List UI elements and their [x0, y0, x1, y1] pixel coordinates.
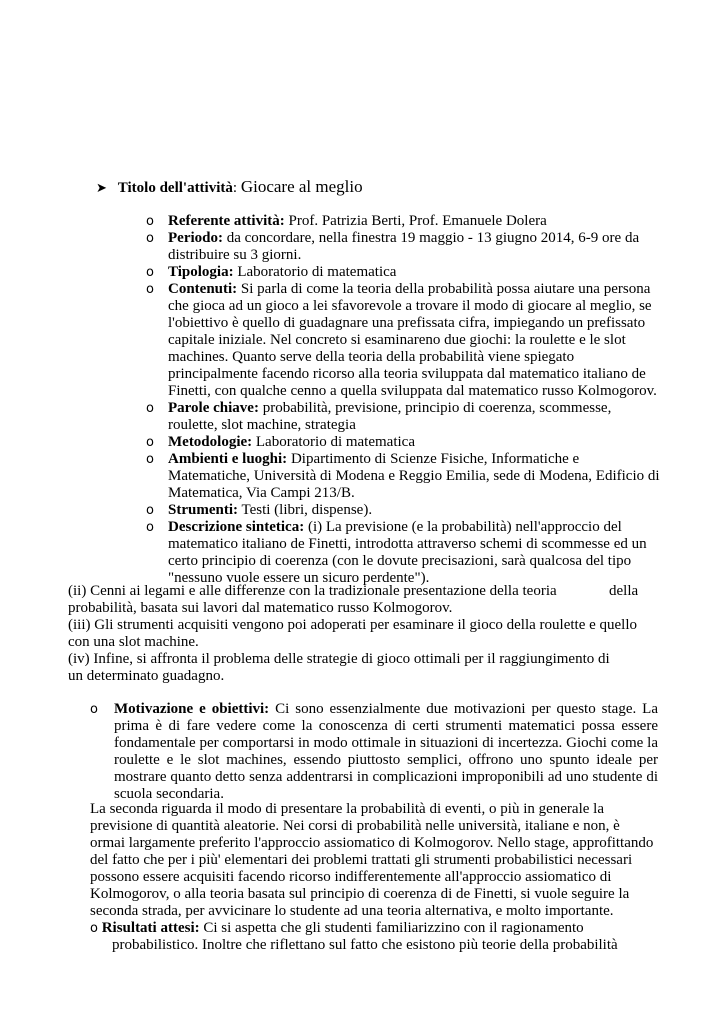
circle-bullet-icon: o [146, 503, 154, 518]
list-item-referente: o Referente attività: Prof. Patrizia Berti, Prof. Emanuele Dolera [146, 213, 547, 229]
circle-bullet-icon: o [146, 282, 154, 297]
arrow-bullet-icon: ➤ [96, 180, 107, 195]
circle-bullet-icon: o [146, 231, 154, 246]
circle-bullet-icon: o [146, 452, 154, 467]
list-item-tipologia: o Tipologia: Laboratorio di matematica [146, 264, 397, 280]
list-item-parole-chiave: o Parole chiave: probabilità, previsione, principio di coerenza, scommesse, roulette, slot machine, strategia [146, 400, 612, 433]
motivazione-text: Ci sono essenzialmente due motivazioni per questo stage. La prima è di fare vedere come la conoscenza di certi strumenti matematici possa essere fondamentale per comportarsi in modo ottimale in situazioni di incertezza. Giochi come la roulette e le slot machines, essendo piuttosto semplici, offrono uno spunto ideale per mostrare quanto detto senza addentrarsi in complicazioni improponibili ad uno studente di scuola secondaria. [114, 701, 658, 802]
motivazione-section [90, 701, 658, 803]
description-point-iv: (iv) Infine, si affronta il problema delle strategie di gioco ottimali per il raggiungimento di un determinato guadagno. [68, 651, 610, 684]
title-value: Giocare al meglio [240, 177, 363, 196]
motivazione-label: Motivazione e obiettivi: [114, 701, 270, 717]
list-item-strumenti: o Strumenti: Testi (libri, dispense). [146, 502, 373, 518]
list-item-periodo: o Periodo: da concordare, nella finestra 19 maggio - 13 giugno 2014, 6-9 ore da distribuire su 3 giorni. [146, 230, 640, 263]
circle-bullet-icon: o [90, 921, 98, 936]
circle-bullet-icon: o [146, 401, 154, 416]
description-point-ii: (ii) Cenni ai legami e alle differenze con la tradizionale presentazione della teoria della probabilità, basata sui lavori dal matematico russo Kolmogorov. [68, 583, 639, 616]
risultati-label: Risultati attesi: [101, 920, 200, 936]
activity-details-list [146, 213, 661, 587]
risultati-continuation: probabilistico. Inoltre che riflettano sul fatto che esistono più teorie della probabilità [112, 937, 618, 953]
circle-bullet-icon: o [146, 265, 154, 280]
motivazione-second-paragraph: La seconda riguarda il modo di presentare la probabilità di eventi, o più in generale la previsione di quantità aleatorie. Nei corsi di probabilità nelle università, italiane e non, è ormai largamente preferito l'approccio assiomatico di Kolmogorov. Nello stage, approfittando del fatto che per i più' elementari dei problemi trattati gli strumenti probabilistici necessari possono essere acquisiti facendo ricorso indifferentemente all'approccio assiomatico di Kolmogorov, o alla teoria basata sul principio di coerenza di de Finetti, si vuole seguire la seconda strada, per avvicinare lo studente ad una teoria alternativa, e molto importante. [90, 801, 654, 919]
list-item-contenuti: o Contenuti: Si parla di come la teoria della probabilità possa aiutare una persona che gioca ad un gioco a lei sfavorevole a trovare il modo di giocare al meglio, se l'obiettivo è quello di guadagnare una prefissata cifra, impiegando un prefissato capitale iniziale. Nel concreto si esaminareno due giochi: la roulette e le slot machines. Quanto serve della teoria della probabilità viene spiegato principalmente facendo ricorso alla teoria sviluppata dal matematico italiano de Finetti, con qualche cenno a quella sviluppata dal matematico russo Kolmogorov. [146, 281, 657, 399]
risultati-text: Ci si aspetta che gli studenti familiarizzino con il ragionamento [199, 920, 584, 936]
list-item-descrizione: o Descrizione sintetica: (i) La previsione (e la probabilità) nell'approccio del matematico italiano de Finetti, introdotta attraverso schemi di scommesse ed un certo principio di coerenza (con le dovute precisazioni, sarà qualcosa del tipo "nessuno vuole essere un sicuro perdente"). [146, 519, 647, 586]
risultati-section [90, 920, 658, 954]
circle-bullet-icon: o [90, 702, 98, 717]
description-point-iii: (iii) Gli strumenti acquisiti vengono poi adoperati per esaminare il gioco della roulette e quello con una slot machine. [68, 617, 637, 650]
list-item-ambienti: o Ambienti e luoghi: Dipartimento di Scienze Fisiche, Informatiche e Matematiche, Università di Modena e Reggio Emilia, sede di Modena, Edificio di Matematica, Via Campi 213/B. [146, 451, 660, 501]
circle-bullet-icon: o [146, 435, 154, 450]
activity-title: ➤ Titolo dell'attività: Giocare al meglio [96, 177, 363, 196]
circle-bullet-icon: o [146, 214, 154, 229]
circle-bullet-icon: o [146, 520, 154, 535]
title-label: Titolo dell'attività [117, 180, 233, 196]
list-item-metodologie: o Metodologie: Laboratorio di matematica [146, 434, 415, 450]
